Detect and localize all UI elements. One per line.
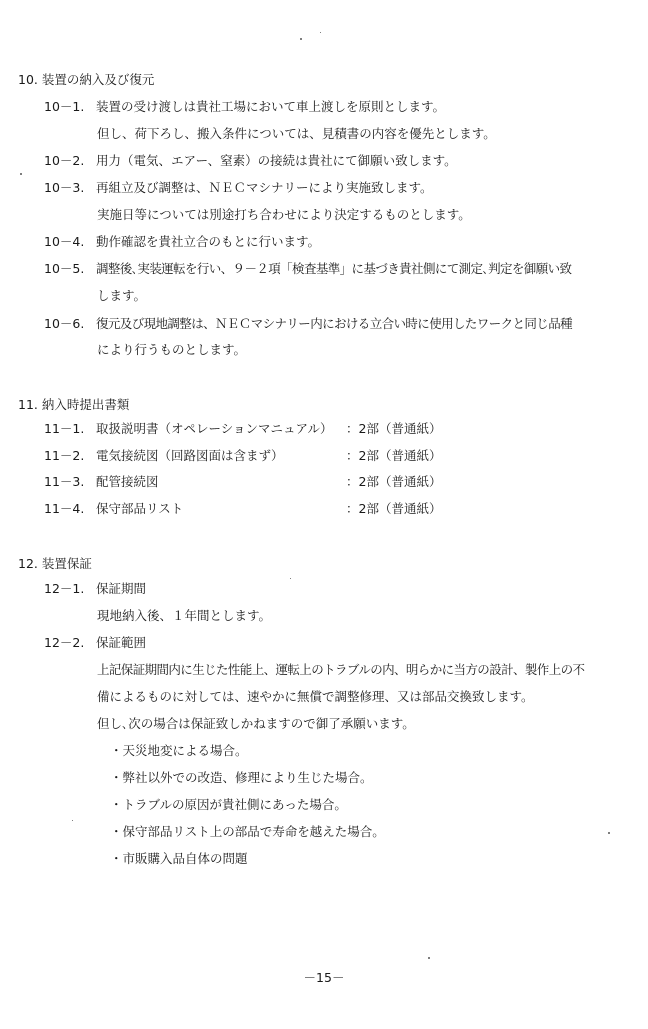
exclusion-bullet: ・トラブルの原因が貴社側にあった場合。	[110, 797, 347, 812]
doc-quantity: ：2部（普通紙）	[346, 448, 442, 463]
doc-name: 配管接続図	[96, 474, 159, 489]
section-11-heading: 11. 納入時提出書類	[18, 397, 130, 412]
item-number: 10－5.	[44, 261, 85, 276]
exclusion-bullet: ・市販購入品自体の問題	[110, 851, 248, 866]
scan-speck	[300, 38, 302, 40]
item-10-6-continuation: により行うものとします。	[97, 342, 247, 357]
warranty-paragraph-1: 上記保証期間内に生じた性能上、運転上のトラブルの内、明らかに当方の設計、製作上の不	[97, 662, 585, 677]
doc-quantity: ：2部（普通紙）	[346, 421, 442, 436]
item-12-1	[44, 581, 146, 597]
item-text: 用力（電気、エアー、窒素）の接続は貴社にて御願い致します。	[96, 153, 457, 168]
doc-quantity: ：2部（普通紙）	[346, 474, 442, 489]
doc-row	[44, 474, 159, 490]
scan-speck	[320, 32, 321, 33]
item-10-3-continuation: 実施日等については別途打ち合わせにより決定するものとします。	[97, 207, 471, 222]
scan-speck	[72, 820, 73, 821]
item-10-5-continuation: します。	[97, 288, 147, 303]
exclusion-bullet: ・保守部品リスト上の部品で寿命を越えた場合。	[110, 824, 385, 839]
item-number: 10－4.	[44, 234, 85, 249]
item-text: 保証範囲	[96, 635, 147, 650]
item-number: 12－1.	[44, 581, 85, 596]
item-number: 10－2.	[44, 153, 85, 168]
section-12-heading: 12. 装置保証	[18, 556, 92, 571]
item-text: 動作確認を貴社立合のもとに行います。	[96, 234, 321, 249]
item-number: 10－1.	[44, 99, 85, 114]
item-number: 11－1.	[44, 421, 85, 436]
item-number: 12－2.	[44, 635, 85, 650]
item-10-3	[44, 180, 433, 196]
scan-speck	[428, 957, 430, 959]
warranty-paragraph-3: 但し､次の場合は保証致しかねますので御了承願います。	[97, 716, 415, 731]
item-number: 11－2.	[44, 448, 85, 463]
scan-speck	[20, 173, 22, 175]
scan-speck	[290, 578, 291, 579]
doc-row	[44, 421, 333, 437]
exclusion-bullet: ・天災地変による場合。	[110, 743, 248, 758]
item-12-1-continuation: 現地納入後、１年間とします。	[97, 608, 272, 623]
item-number: 11－4.	[44, 501, 85, 516]
item-10-1	[44, 99, 445, 115]
item-text: 再組立及び調整は、ＮＥＣマシナリーにより実施致します。	[96, 180, 433, 195]
doc-quantity: ：2部（普通紙）	[346, 501, 442, 516]
scan-speck	[608, 832, 610, 834]
warranty-paragraph-2: 備によるものに対しては、速やかに無償で調整修理、又は部品交換致します。	[97, 689, 534, 704]
item-number: 10－3.	[44, 180, 85, 195]
item-text: 装置の受け渡しは貴社工場において車上渡しを原則とします。	[96, 99, 446, 114]
item-10-1-continuation: 但し、荷下ろし、搬入条件については、見積書の内容を優先とします。	[97, 126, 496, 141]
page-number: －15－	[303, 970, 345, 985]
item-number: 11－3.	[44, 474, 85, 489]
item-12-2	[44, 635, 146, 651]
doc-name: 取扱説明書（オペレーションマニュアル）	[96, 421, 333, 436]
doc-row	[44, 501, 183, 517]
item-10-4	[44, 234, 320, 250]
item-10-5	[44, 261, 571, 277]
doc-name: 電気接続図（回路図面は含まず）	[96, 448, 284, 463]
exclusion-bullet: ・弊社以外での改造、修理により生じた場合。	[110, 770, 373, 785]
item-10-6	[44, 316, 572, 332]
section-10-heading: 10. 装置の納入及び復元	[18, 72, 155, 87]
item-number: 10－6.	[44, 316, 85, 331]
item-text: 保証期間	[96, 581, 147, 596]
item-text: 調整後､実装運転を行い、９－２項「検査基準」に基づき貴社側にて測定､判定を御願い致	[96, 261, 572, 276]
item-10-2	[44, 153, 457, 169]
doc-name: 保守部品リスト	[96, 501, 184, 516]
doc-row	[44, 448, 284, 464]
item-text: 復元及び現地調整は、ＮＥＣマシナリー内における立合い時に使用したワークと同じ品種	[96, 316, 573, 331]
